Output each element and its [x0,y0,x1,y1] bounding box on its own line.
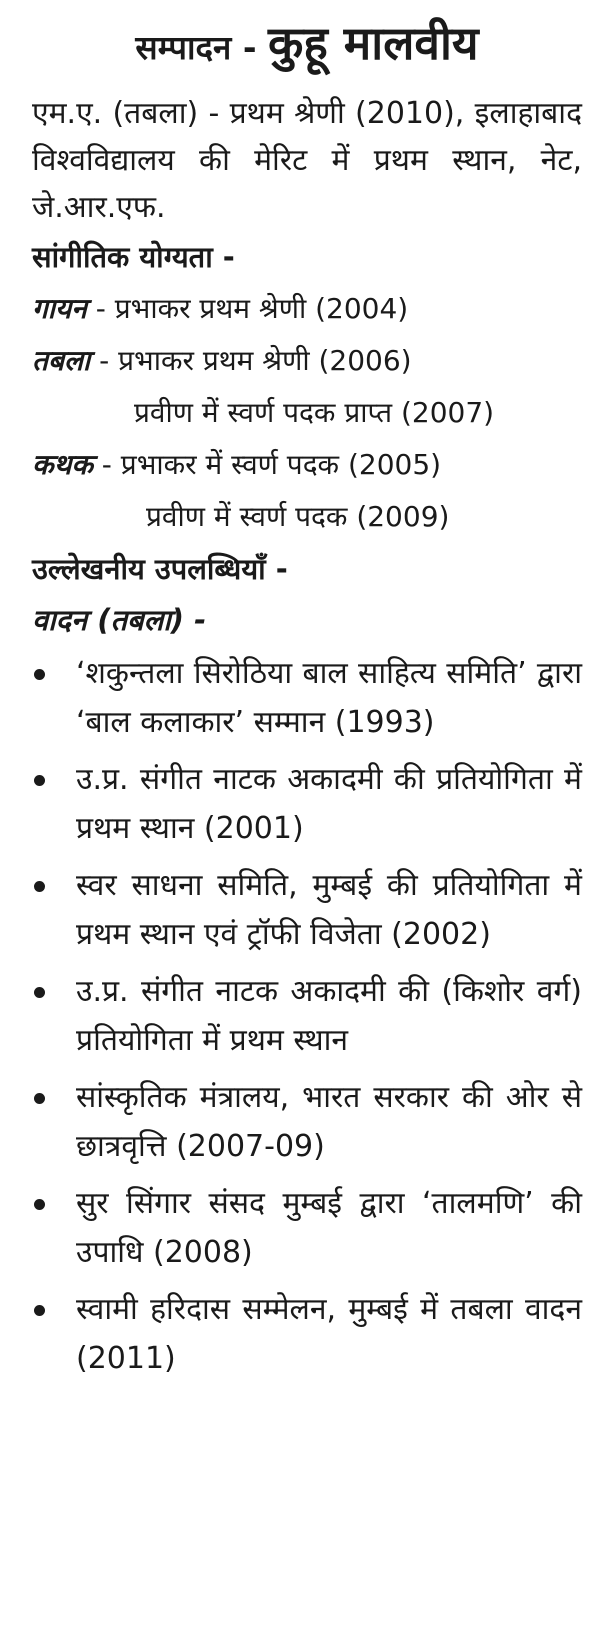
music-line-label: गायन [32,292,87,325]
list-item [32,755,582,853]
bullet-icon [34,775,45,786]
music-line-text: - प्रभाकर में स्वर्ण पदक (2005) [92,448,442,481]
music-line-tabla-praveen [32,387,582,439]
music-line-text: - प्रभाकर प्रथम श्रेणी (2006) [90,344,412,377]
page-title [32,14,582,72]
bullet-icon [34,881,45,892]
list-item-text: सुर सिंगार संसद मुम्बई द्वारा ‘तालमणि’ की उपाधि (2008) [76,1186,582,1270]
list-item-text: उ.प्र. संगीत नाटक अकादमी की (किशोर वर्ग) प्रतियोगिता में प्रथम स्थान [76,974,582,1058]
document-page [32,14,582,1391]
music-line-text: प्रवीण में स्वर्ण पदक (2009) [146,500,450,533]
bullet-icon [34,987,45,998]
list-item [32,649,582,747]
music-line-kathak-praveen [32,491,582,543]
list-item-text: ‘शकुन्तला सिरोठिया बाल साहित्य समिति’ द्वारा ‘बाल कलाकार’ सम्मान (1993) [76,656,582,740]
music-line-label: तबला [32,344,91,377]
list-item-text: सांस्कृतिक मंत्रालय, भारत सरकार की ओर से छात्रवृत्ति (2007-09) [76,1080,582,1164]
achievements-subheading: वादन (तबला) - [32,603,207,637]
music-line-tabla [32,335,582,387]
qualification-paragraph: एम.ए. (तबला) - प्रथम श्रेणी (2010), इलाहाबाद विश्वविद्यालय की मेरिट में प्रथम स्थान, नेट, जे.आर.एफ. [32,96,582,225]
list-item [32,1073,582,1171]
music-qualification-heading: सांगीतिक योग्यता - [32,240,235,274]
list-item [32,1179,582,1277]
achievements-heading: उल्लेखनीय उपलब्धियाँ - [32,552,288,586]
list-item-text: स्वर साधना समिति, मुम्बई की प्रतियोगिता में प्रथम स्थान एवं ट्रॉफी विजेता (2002) [76,868,582,952]
music-line-label: कथक [32,448,93,481]
list-item [32,967,582,1065]
achievements-list [32,649,582,1383]
title-prefix: सम्पादन - [135,28,269,67]
list-item-text: स्वामी हरिदास सम्मेलन, मुम्बई में तबला वादन (2011) [76,1292,582,1376]
bullet-icon [34,1199,45,1210]
bullet-icon [34,1093,45,1104]
editor-name: कुहू मालवीय [268,16,479,70]
bullet-icon [34,1305,45,1316]
music-line-text: - प्रभाकर प्रथम श्रेणी (2004) [86,292,409,325]
bullet-icon [34,669,45,680]
list-item-text: उ.प्र. संगीत नाटक अकादमी की प्रतियोगिता में प्रथम स्थान (2001) [76,762,582,846]
music-line-kathak [32,439,582,491]
list-item [32,1285,582,1383]
music-line-text: प्रवीण में स्वर्ण पदक प्राप्त (2007) [134,396,495,429]
music-line-vocal [32,283,582,335]
list-item [32,861,582,959]
